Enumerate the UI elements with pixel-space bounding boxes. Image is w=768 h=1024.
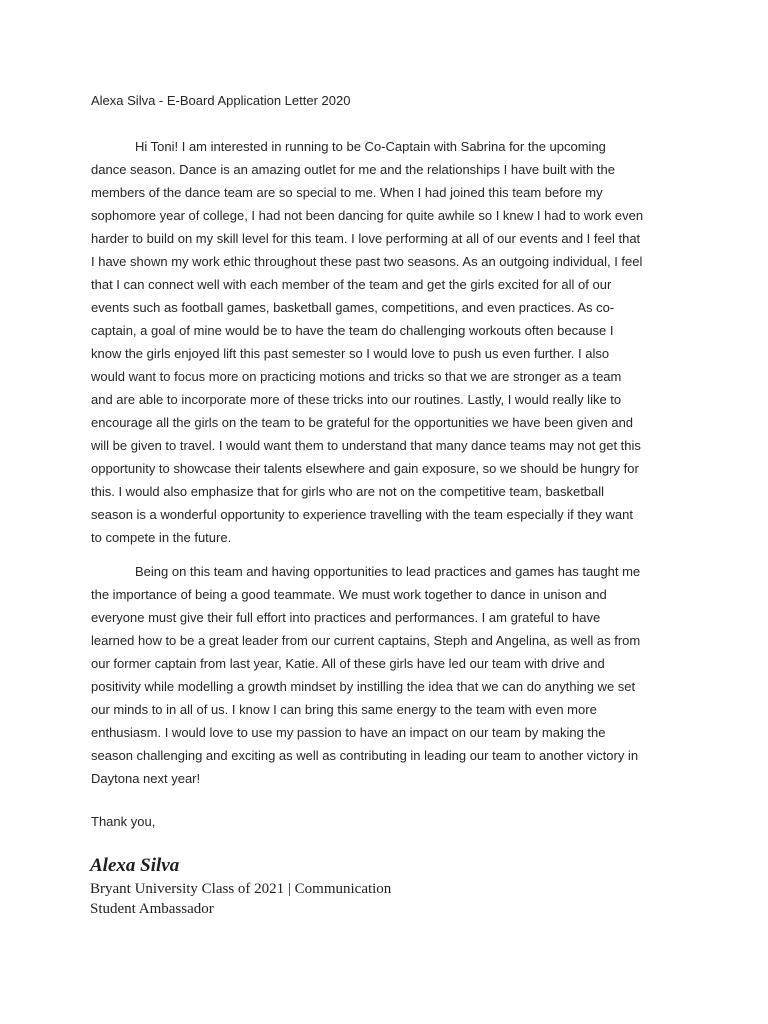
paragraph-line: positivity while modelling a growth mindset by instilling the idea that we can do anything we set (91, 679, 636, 694)
paragraph-line: our former captain from last year, Katie. All of these girls have led our team with drive and (91, 656, 605, 671)
paragraph-line: encourage all the girls on the team to be grateful for the opportunities we have been given and (91, 415, 634, 430)
letter-heading: Alexa Silva - E-Board Application Letter 2020 (91, 93, 351, 108)
paragraph-line: everyone must give their full effort into practices and performances. I am grateful to have (91, 610, 601, 625)
paragraph-line: will be given to travel. I would want them to understand that many dance teams may not get this (91, 438, 641, 453)
paragraph-2 (91, 560, 691, 790)
paragraph-line: members of the dance team are so special to me. When I had joined this team before my (91, 185, 603, 200)
paragraph-line: and are able to incorporate more of these tricks into our routines. Lastly, I would really like to (91, 392, 622, 407)
paragraph-line: Daytona next year! (91, 771, 201, 786)
paragraph-line: events such as football games, basketball games, competitions, and even practices. As co- (91, 300, 615, 315)
signature-title: Student Ambassador (90, 901, 214, 917)
paragraph-line: sophomore year of college, I had not been dancing for quite awhile so I knew I had to work even (91, 208, 644, 223)
paragraph-line: season challenging and exciting as well as contributing in leading our team to another victory in (91, 748, 639, 763)
paragraph-line: the importance of being a good teammate. We must work together to dance in unison and (91, 587, 607, 602)
closing-text: Thank you, (91, 814, 156, 829)
signature-affiliation: Bryant University Class of 2021 | Communication (90, 881, 392, 897)
paragraph-line: I have shown my work ethic throughout these past two seasons. As an outgoing individual, I feel (91, 254, 643, 269)
paragraph-line: dance season. Dance is an amazing outlet for me and the relationships I have built with the (91, 162, 615, 177)
paragraph-1 (91, 135, 691, 549)
paragraph-line: enthusiasm. I would love to use my passion to have an impact on our team by making the (91, 725, 606, 740)
paragraph-line: season is a wonderful opportunity to experience travelling with the team especially if they want (91, 507, 633, 522)
paragraph-line: would want to focus more on practicing motions and tricks so that we are stronger as a team (91, 369, 622, 384)
signature-block (90, 853, 391, 919)
paragraph-line: know the girls enjoyed lift this past semester so I would love to push us even further. I also (91, 346, 610, 361)
paragraph-line: to compete in the future. (91, 530, 232, 545)
paragraph-line: that I can connect well with each member of the team and get the girls excited for all of our (91, 277, 612, 292)
paragraph-line: learned how to be a great leader from our current captains, Steph and Angelina, as well as from (91, 633, 641, 648)
paragraph-line: harder to build on my skill level for this team. I love performing at all of our events and I feel that (91, 231, 641, 246)
paragraph-line: Being on this team and having opportunities to lead practices and games has taught me (135, 564, 641, 579)
paragraph-line: opportunity to showcase their talents elsewhere and gain exposure, so we should be hungry for (91, 461, 639, 476)
paragraph-line: Hi Toni! I am interested in running to be Co-Captain with Sabrina for the upcoming (135, 139, 606, 154)
paragraph-line: captain, a goal of mine would be to have the team do challenging workouts often because I (91, 323, 614, 338)
signature-name: Alexa Silva (90, 855, 180, 876)
paragraph-line: our minds to in all of us. I know I can bring this same energy to the team with even more (91, 702, 597, 717)
paragraph-line: this. I would also emphasize that for girls who are not on the competitive team, basketball (91, 484, 605, 499)
